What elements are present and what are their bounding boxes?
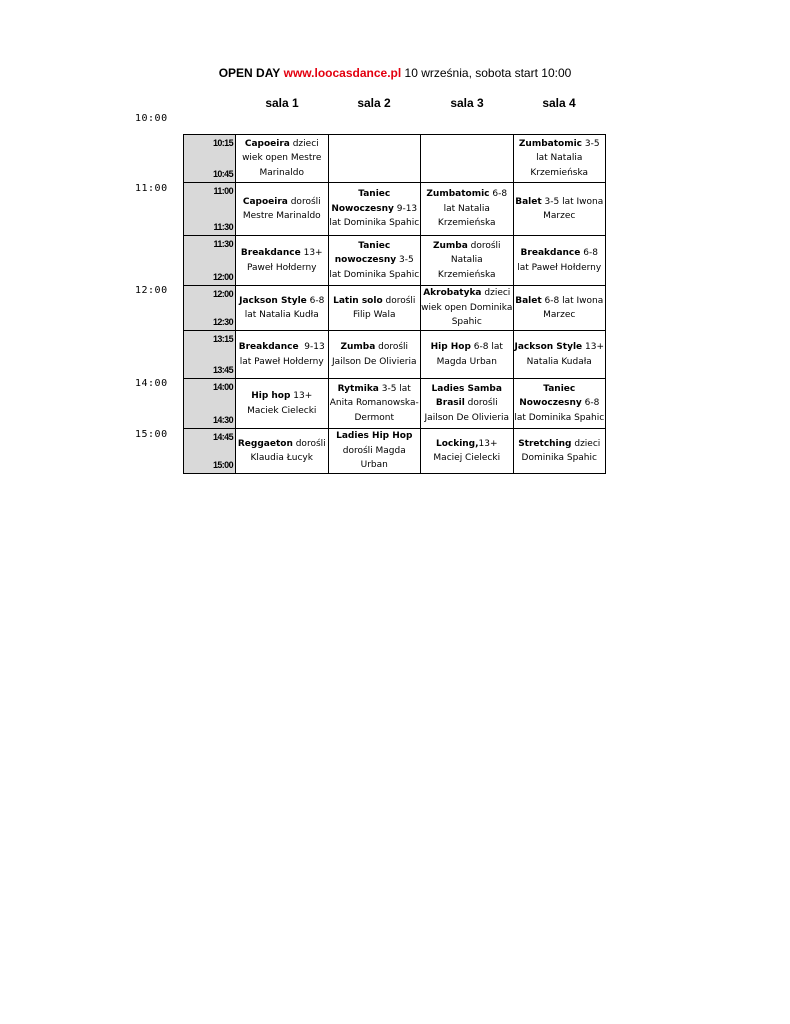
hall-header-2: sala 2 [357,96,391,110]
class-name: Breakdance [240,248,301,258]
hour-label: 11:00 [135,183,168,194]
time-end: 10:45 [212,168,233,179]
class-name: Breakdance [238,342,299,352]
schedule-row [184,135,606,183]
class-name: Latin solo [333,295,383,306]
class-name: Ladies Hip Hop [336,431,413,442]
title-date: 10 września, sobota start 10:00 [401,66,572,80]
hour-label: 15:00 [135,429,168,440]
class-name: Rytmika [337,383,379,394]
time-slot [184,286,236,331]
time-slot [184,236,236,286]
class-detail: 9-13 lat Dominika Spahic [329,203,421,229]
class-cell-sala-1 [236,429,329,474]
class-detail: 6-8 lat Paweł Hołderny [517,248,602,273]
time-end: 15:00 [212,459,233,470]
time-slot [184,379,236,429]
class-name: Zumba [432,240,468,251]
class-name: Hip Hop [430,342,471,352]
schedule-table [183,134,606,474]
class-cell-sala-4 [513,236,606,286]
class-cell-sala-2 [328,429,421,474]
class-name: Balet [515,295,542,306]
class-detail: 3-5 lat Natalia Krzemieńska [530,138,603,178]
class-cell-sala-4 [513,379,606,429]
class-detail: dorośli Magda Urban [342,431,416,471]
class-detail: 9-13 lat Paweł Hołderny [239,342,328,367]
hall-header-3: sala 3 [450,96,484,110]
class-name: Jackson Style [239,295,307,306]
schedule-row [184,183,606,236]
class-name: Capoeira [244,138,290,149]
class-detail: 13+ Paweł Hołderny [246,248,326,273]
class-detail: 13+ Maciej Cielecki [433,438,501,463]
class-name: Zumbatomic [518,138,583,149]
time-slot [184,331,236,379]
class-name: Zumbatomic [426,189,490,200]
class-name: Breakdance [520,248,581,258]
class-cell-sala-4 [513,286,606,331]
class-detail: 3-5 lat Iwona Marzec [541,196,607,221]
schedule-row [184,236,606,286]
class-cell-sala-1 [236,331,329,379]
class-detail: 6-8 lat Natalia Krzemieńska [437,189,510,229]
class-cell-sala-3 [421,286,514,331]
hall-header-4: sala 4 [542,96,576,110]
class-name: Jackson Style [514,342,583,352]
class-cell-sala-3 [421,379,514,429]
hour-label: 14:00 [135,378,168,389]
class-detail: dorośli Filip Wala [353,295,419,320]
class-detail: dorośli Klaudia Łucyk [250,438,329,463]
class-detail: dorośli Mestre Marinaldo [242,196,324,221]
time-start: 12:00 [212,289,233,299]
class-detail: 13+ Natalia Kudała [526,342,607,367]
class-cell-sala-4 [513,331,606,379]
class-cell-sala-2 [328,286,421,331]
class-detail: dzieci wiek open Dominika Spahic [421,288,516,328]
class-cell-sala-2 [328,183,421,236]
class-detail: 13+ Maciek Cielecki [247,391,317,416]
class-detail: dorośli Jailson De Olivieria [424,398,509,423]
class-name: Ladies Samba Brasil [431,383,502,409]
time-end: 11:30 [213,221,233,232]
class-cell-sala-1 [236,286,329,331]
class-name: Capoeira [242,196,288,207]
website-link[interactable]: www.loocasdance.pl [283,66,402,80]
class-name: Balet [515,196,542,207]
time-slot [184,135,236,183]
class-cell-sala-4 [513,429,606,474]
class-detail: 6-8 lat Natalia Kudła [244,295,328,320]
time-start: 14:45 [212,432,233,442]
class-cell-sala-4 [513,183,606,236]
class-cell-sala-2 [328,331,421,379]
class-cell-sala-3 [421,236,514,286]
class-cell-sala-1 [236,236,329,286]
class-detail: dorośli Natalia Krzemieńska [437,240,504,280]
hall-header-1: sala 1 [265,96,299,110]
class-cell-sala-3 [421,183,514,236]
class-detail: dorośli Jailson De Olivieria [332,342,417,367]
class-name: Hip hop [251,391,291,401]
time-slot [184,183,236,236]
class-cell-sala-1 [236,183,329,236]
class-name: Stretching [518,438,572,449]
class-cell-sala-3 [421,331,514,379]
class-name: Taniec Nowoczesny [519,383,582,409]
class-name: Akrobatyka [423,288,482,299]
class-detail: 6-8 lat Magda Urban [436,342,506,367]
class-cell-sala-1 [236,379,329,429]
time-end: 12:00 [212,271,233,282]
class-cell-sala-4 [513,135,606,183]
hour-label: 12:00 [135,285,168,296]
class-name: Zumba [340,342,376,352]
class-name: Taniec nowoczesny [334,240,397,266]
time-slot [184,429,236,474]
class-cell-sala-3 [421,429,514,474]
class-cell-sala-2 [328,236,421,286]
schedule-row [184,379,606,429]
class-detail: 3-5 lat Anita Romanowska-Dermont [329,383,419,423]
class-cell-sala-2 [328,135,421,183]
page-title [0,66,790,80]
class-detail: 6-8 lat Iwona Marzec [541,295,607,320]
title-prefix: OPEN DAY [218,66,281,80]
schedule-row [184,331,606,379]
time-end: 12:30 [212,316,233,327]
class-cell-sala-1 [236,135,329,183]
class-name: Taniec Nowoczesny [331,189,394,214]
schedule-row [184,429,606,474]
class-detail: 6-8 lat Dominika Spahic [514,398,605,423]
time-start: 13:15 [212,334,233,344]
schedule-row [184,286,606,331]
hour-label: 10:00 [135,113,168,124]
time-start: 11:30 [213,239,233,249]
time-start: 10:15 [212,138,233,148]
class-detail: 3-5 lat Dominika Spahic [329,255,420,280]
time-end: 13:45 [212,364,233,375]
class-detail: dzieci Dominika Spahic [521,438,604,463]
class-cell-sala-3 [421,135,514,183]
class-name: Locking, [435,438,479,449]
class-name: Reggaeton [237,438,293,449]
time-end: 14:30 [212,414,233,425]
time-start: 14:00 [212,382,233,392]
class-cell-sala-2 [328,379,421,429]
class-detail: dzieci wiek open Mestre Marinaldo [242,138,325,178]
time-start: 11:00 [213,186,233,196]
